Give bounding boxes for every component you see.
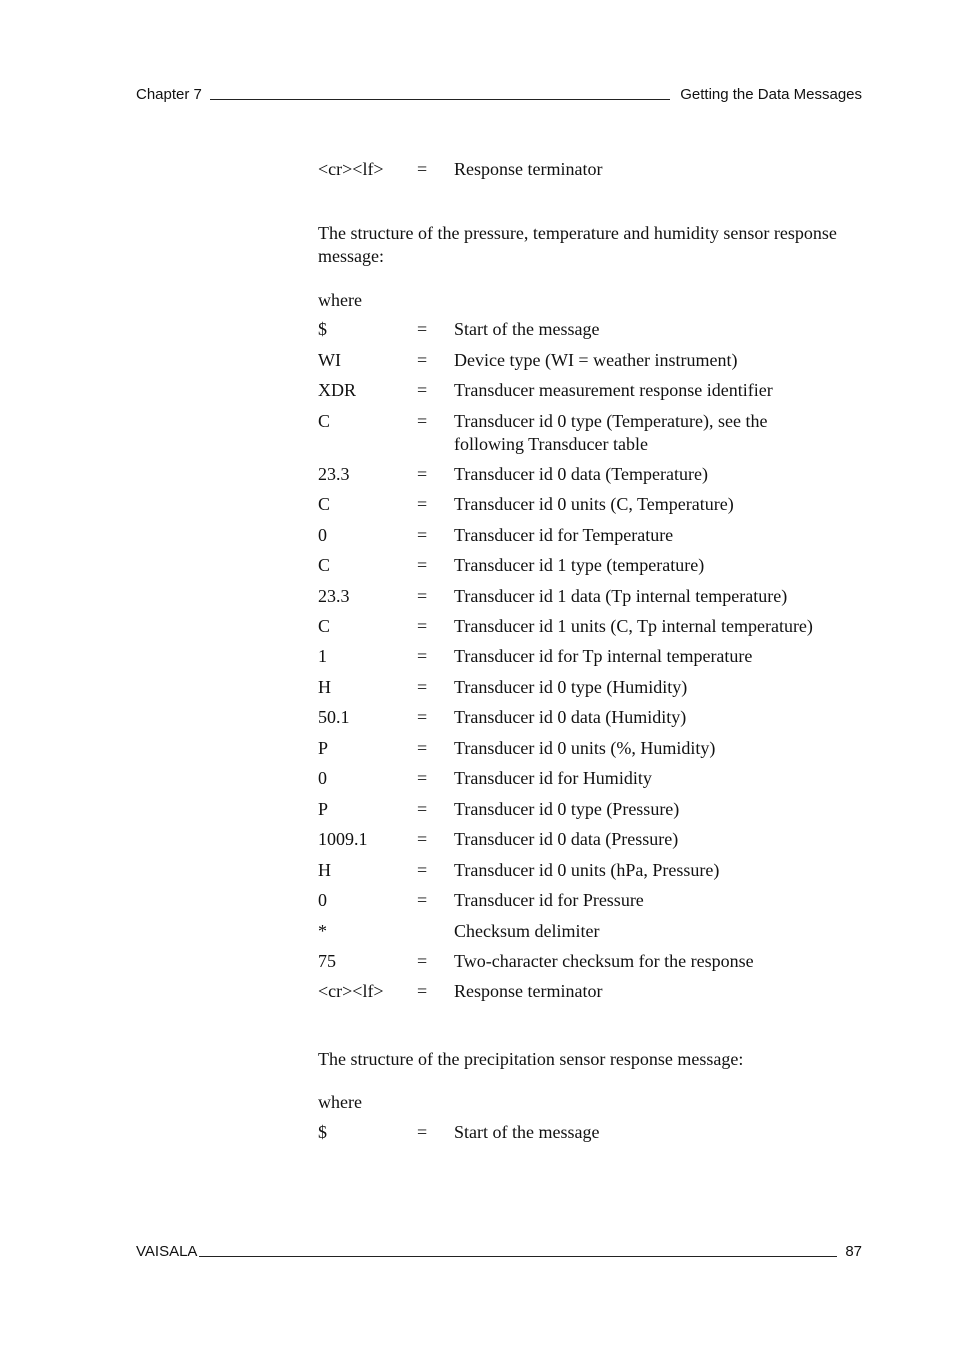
field-symbol: P (318, 738, 329, 758)
field-symbol: * (318, 921, 327, 941)
field-description (454, 859, 874, 882)
field-description-line: Transducer id 0 type (Humidity) (454, 677, 688, 697)
equals-sign: = (417, 677, 428, 697)
field-description-line: Transducer id for Temperature (454, 525, 674, 545)
field-description (454, 463, 874, 486)
ptu-where-label: where (318, 290, 362, 310)
field-description (454, 737, 874, 760)
field-symbol: 1009.1 (318, 829, 368, 849)
field-symbol: $ (318, 319, 327, 339)
precip-where-label: where (318, 1092, 362, 1112)
field-symbol: H (318, 677, 331, 697)
equals-sign: = (417, 738, 428, 758)
field-description (454, 554, 874, 577)
field-symbol: 0 (318, 768, 327, 788)
field-symbol: XDR (318, 380, 357, 400)
field-description-line: Transducer id 1 type (temperature) (454, 555, 705, 575)
field-description (454, 410, 874, 456)
field-description-line: Transducer id for Pressure (454, 890, 644, 910)
header-rule (210, 99, 670, 100)
field-symbol: P (318, 799, 329, 819)
field-symbol: C (318, 616, 331, 636)
footer-rule (199, 1256, 837, 1257)
field-description-line: Transducer id 1 units (C, Tp internal temperature) (454, 616, 813, 636)
field-description (454, 349, 874, 372)
field-description-line: Transducer id 0 data (Temperature) (454, 464, 708, 484)
equals-sign: = (417, 1122, 428, 1142)
equals-sign: = (417, 616, 428, 636)
field-description-line: Transducer id 0 units (hPa, Pressure) (454, 860, 720, 880)
page-header (136, 86, 862, 103)
field-description-line: Transducer id 0 data (Humidity) (454, 707, 687, 727)
equals-sign: = (417, 411, 428, 431)
precip-intro-paragraph: The structure of the precipitation sensor response message: (318, 1049, 744, 1069)
field-description-line: Device type (WI = weather instrument) (454, 350, 738, 370)
field-description (454, 1121, 874, 1144)
page-number: 87 (845, 1243, 862, 1260)
field-symbol: C (318, 411, 331, 431)
field-description (454, 950, 874, 973)
equals-sign: = (417, 464, 428, 484)
field-description (454, 615, 874, 638)
field-description (454, 493, 874, 516)
field-description-line: Checksum delimiter (454, 921, 600, 941)
field-description-line: Response terminator (454, 981, 603, 1001)
field-symbol: C (318, 555, 331, 575)
field-description-line: Transducer id 0 units (C, Temperature) (454, 494, 734, 514)
field-description (454, 676, 874, 699)
ptu-intro-paragraph: The structure of the pressure, temperature and humidity sensor response message: (318, 223, 837, 266)
field-description-line: Transducer id for Humidity (454, 768, 652, 788)
field-description (454, 585, 874, 608)
field-symbol: H (318, 860, 331, 880)
equals-sign: = (417, 380, 428, 400)
equals-sign: = (417, 768, 428, 788)
equals-sign: = (417, 319, 428, 339)
equals-sign: = (417, 799, 428, 819)
field-description-line: following Transducer table (454, 434, 648, 454)
field-description (454, 828, 874, 851)
field-symbol: 23.3 (318, 586, 350, 606)
field-symbol: 75 (318, 951, 336, 971)
field-description: Response terminator (454, 159, 603, 179)
field-description (454, 645, 874, 668)
equals-sign: = (417, 555, 428, 575)
field-description-line: Transducer id 1 data (Tp internal temperature) (454, 586, 788, 606)
equals-sign: = (417, 890, 428, 910)
field-description (454, 379, 874, 402)
brand-name: VAISALA (136, 1243, 198, 1260)
field-description (454, 767, 874, 790)
equals-sign: = (417, 525, 428, 545)
field-description (454, 798, 874, 821)
field-description (454, 980, 874, 1003)
field-description (454, 920, 874, 943)
field-symbol: 0 (318, 525, 327, 545)
field-description-line: Transducer id 0 data (Pressure) (454, 829, 679, 849)
equals-sign: = (417, 951, 428, 971)
field-symbol: 1 (318, 646, 327, 666)
equals-sign: = (417, 159, 428, 179)
field-symbol: <cr><lf> (318, 981, 384, 1001)
field-description-line: Transducer measurement response identifier (454, 380, 773, 400)
field-symbol: 0 (318, 890, 327, 910)
field-description-line: Two-character checksum for the response (454, 951, 754, 971)
equals-sign: = (417, 981, 428, 1001)
field-symbol: WI (318, 350, 341, 370)
field-description-line: Transducer id 0 units (%, Humidity) (454, 738, 716, 758)
field-description-line: Start of the message (454, 319, 600, 339)
equals-sign: = (417, 646, 428, 666)
field-description (454, 889, 874, 912)
chapter-label: Chapter 7 (136, 86, 202, 103)
field-description-line: Transducer id 0 type (Temperature), see the (454, 411, 768, 431)
equals-sign: = (417, 350, 428, 370)
field-symbol: 23.3 (318, 464, 350, 484)
field-description-line: Transducer id 0 type (Pressure) (454, 799, 680, 819)
section-title: Getting the Data Messages (680, 86, 862, 103)
equals-sign: = (417, 586, 428, 606)
equals-sign: = (417, 829, 428, 849)
field-description (454, 524, 874, 547)
field-symbol: C (318, 494, 331, 514)
page-footer (136, 1243, 862, 1260)
equals-sign: = (417, 494, 428, 514)
field-symbol: <cr><lf> (318, 159, 384, 179)
equals-sign: = (417, 707, 428, 727)
field-description (454, 706, 874, 729)
field-symbol: $ (318, 1122, 327, 1142)
equals-sign: = (417, 860, 428, 880)
field-symbol: 50.1 (318, 707, 350, 727)
field-description-line: Start of the message (454, 1122, 600, 1142)
field-description-line: Transducer id for Tp internal temperature (454, 646, 753, 666)
field-description (454, 318, 874, 341)
